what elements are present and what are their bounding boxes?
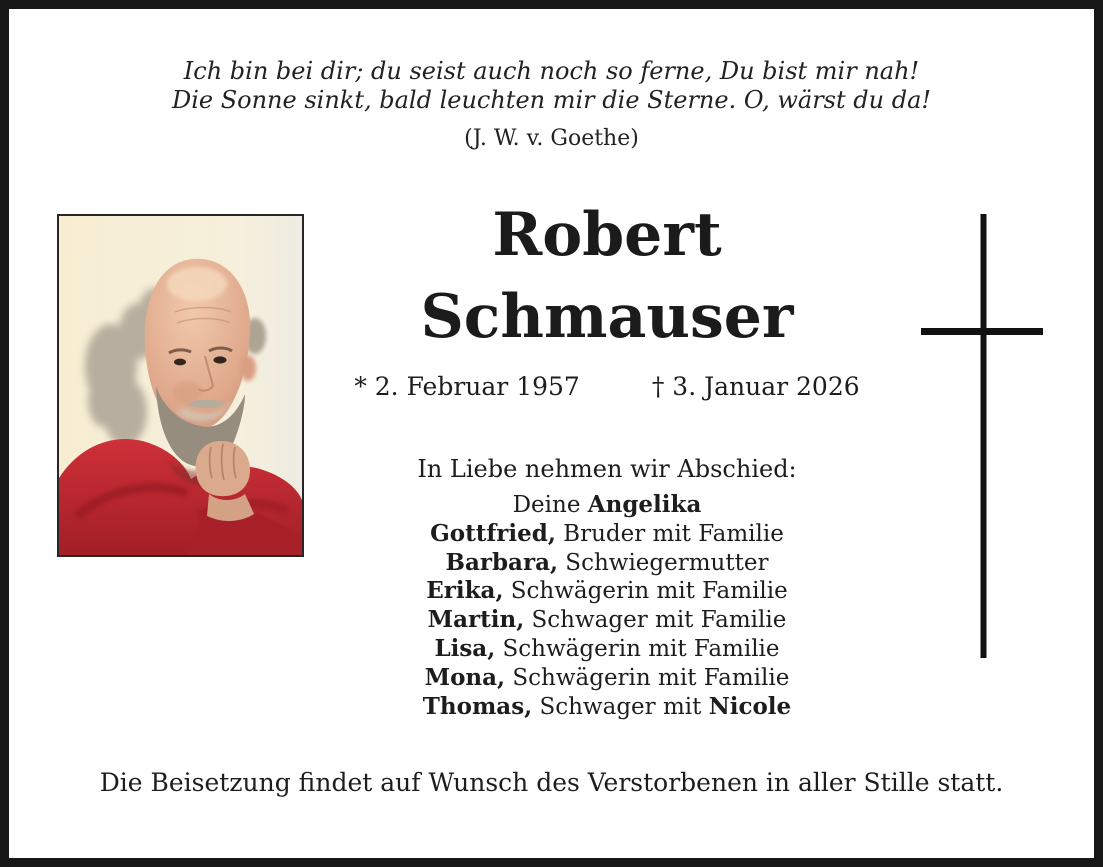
mourner-line xyxy=(304,635,910,664)
quote-line-2: Die Sonne sinkt, bald leuchten mir die Sterne. O, wärst du da! xyxy=(171,86,932,114)
death-date: † 3. Januar 2026 xyxy=(651,372,860,401)
mourner-line xyxy=(304,664,910,693)
mourner-name: Lisa, xyxy=(434,634,496,662)
mourner-prefix: Deine xyxy=(512,492,588,518)
mourner-relation: Schwager mit Familie xyxy=(524,607,787,634)
mourner-name-2: Nicole xyxy=(708,692,792,720)
mourner-relation: Schwägerin mit Familie xyxy=(503,578,788,605)
mourner-name: Mona, xyxy=(424,663,506,691)
mourner-name: Angelika xyxy=(587,491,702,518)
mourner-line xyxy=(304,577,910,606)
deceased-name xyxy=(304,194,910,358)
mourner-name: Gottfried, xyxy=(430,519,556,547)
portrait-photo xyxy=(57,214,304,557)
mourner-name: Barbara, xyxy=(445,548,558,576)
mourner-line xyxy=(304,693,910,722)
mourner-name: Martin, xyxy=(427,606,525,634)
memorial-quote xyxy=(0,57,1103,115)
quote-line-1: Ich bin bei dir; du seist auch noch so ferne, Du bist mir nah! xyxy=(183,57,920,85)
mourner-line xyxy=(304,491,910,520)
mourner-line xyxy=(304,606,910,635)
closing-note: Die Beisetzung findet auf Wunsch des Verstorbenen in aller Stille statt. xyxy=(99,768,1004,797)
mourner-relation: Schwägerin mit Familie xyxy=(505,664,790,691)
life-dates xyxy=(304,372,910,401)
mourner-relation: Bruder mit Familie xyxy=(555,520,784,547)
deceased-last-name: Schmauser xyxy=(420,282,794,352)
deceased-first-name: Robert xyxy=(492,200,722,270)
mourner-line xyxy=(304,520,910,549)
farewell-intro: In Liebe nehmen wir Abschied: xyxy=(417,455,797,483)
mourner-relation: Schwager mit xyxy=(532,693,709,720)
mourner-relation: Schwägerin mit Familie xyxy=(495,635,780,662)
mourner-line xyxy=(304,549,910,578)
quote-attribution: (J. W. v. Goethe) xyxy=(464,126,639,151)
portrait-illustration xyxy=(59,216,302,555)
mourner-name: Erika, xyxy=(426,577,504,605)
birth-date: * 2. Februar 1957 xyxy=(354,372,580,401)
mourners-list xyxy=(304,491,910,721)
mourner-relation: Schwiegermutter xyxy=(558,549,769,576)
mourner-name: Thomas, xyxy=(422,692,533,720)
cross-icon xyxy=(920,211,1047,661)
